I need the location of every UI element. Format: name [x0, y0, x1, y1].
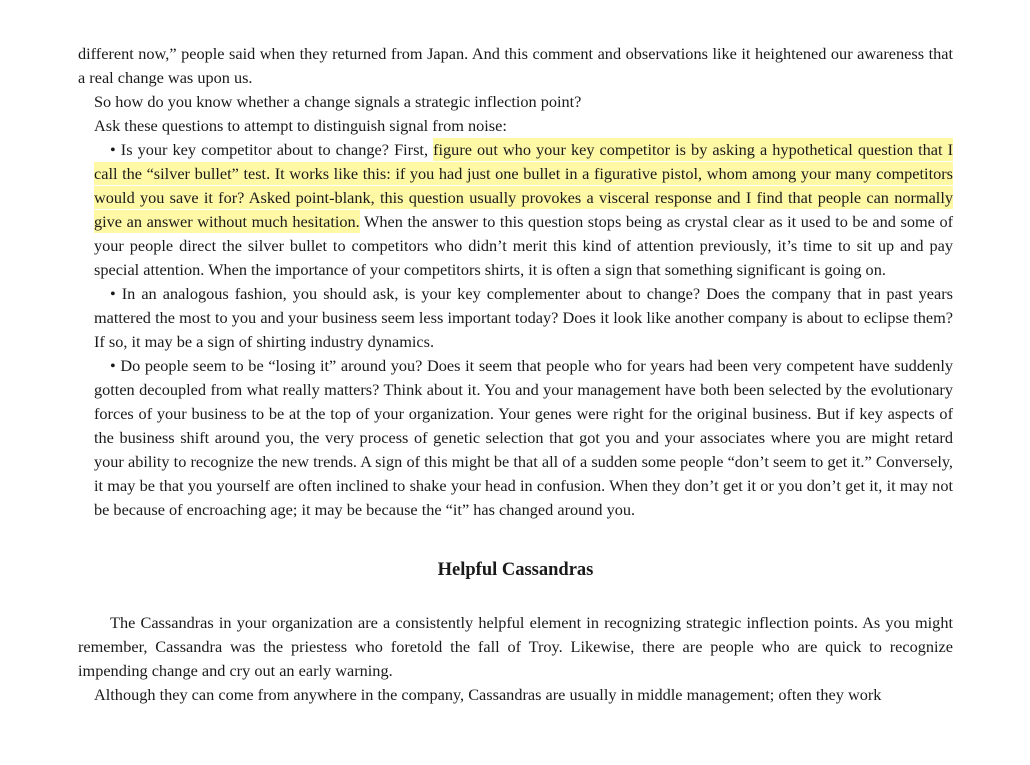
section-paragraph-1: The Cassandras in your organization are a consistently helpful element in recognizing strategic inflection points. As you might remember, Cassandra was the priestess who foretold the fall of Troy. Likewise, there are people who are quick to recognize impending change and cry out an early warning.: [78, 613, 953, 680]
highlighted-passage[interactable]: figure out who your key competitor is by asking a hypothetical question that I call the “silver bullet” test. It works like this: if you had just one bullet in a figurative pistol, whom among your many competitors would you save it for? Asked point-blank, this question usually provokes a visceral response and I find that people can normally give an answer without much hesitation.: [94, 140, 953, 231]
bullet-competitor-rest: When the answer to this question stops being as crystal clear as it used to be and some of your people direct the silver bullet to competitors who didn’t merit this kind of attention previously, it’s time to sit up and pay special attention. When the importance of your competitors shirts, it is often a sign that something significant is going on.: [94, 212, 954, 279]
bullet-competitor: [78, 138, 953, 282]
document-page: [78, 42, 953, 707]
section-paragraph-2: Although they can come from anywhere in the company, Cassandras are usually in middle management; often they work: [94, 685, 882, 704]
paragraph-intro-list: Ask these questions to attempt to distinguish signal from noise:: [94, 116, 507, 135]
bullet-complementer: • In an analogous fashion, you should ask, is your key complementer about to change? Does the company that in past years mattered the most to you and your business seem less important today? Does it look like another company is about to eclipse them? If so, it may be a sign of shirting industry dynamics.: [94, 284, 953, 351]
section-heading: Helpful Cassandras: [437, 560, 594, 580]
bullet-competitor-lead: • Is your key competitor about to change? First,: [110, 140, 434, 159]
bullet-losing-it: • Do people seem to be “losing it” around you? Does it seem that people who for years had been very competent have suddenly gotten decoupled from what really matters? Think about it. You and your management have both been selected by the evolutionary forces of your business to be at the top of your organization. Your genes were right for the original business. But if key aspects of the business shift around you, the very process of genetic selection that got you and your associates where you are might retard your ability to recognize the new trends. A sign of this might be that all of a sudden some people “don’t seem to get it.” Conversely, it may be that you yourself are often inclined to shake your head in confusion. When they don’t get it or you don’t get it, it may not be because of encroaching age; it may be because the “it” has changed around you.: [94, 356, 953, 519]
paragraph-continued: different now,” people said when they returned from Japan. And this comment and observations like it heightened our awareness that a real change was upon us.: [78, 44, 953, 87]
paragraph-question: So how do you know whether a change signals a strategic inflection point?: [94, 92, 582, 111]
